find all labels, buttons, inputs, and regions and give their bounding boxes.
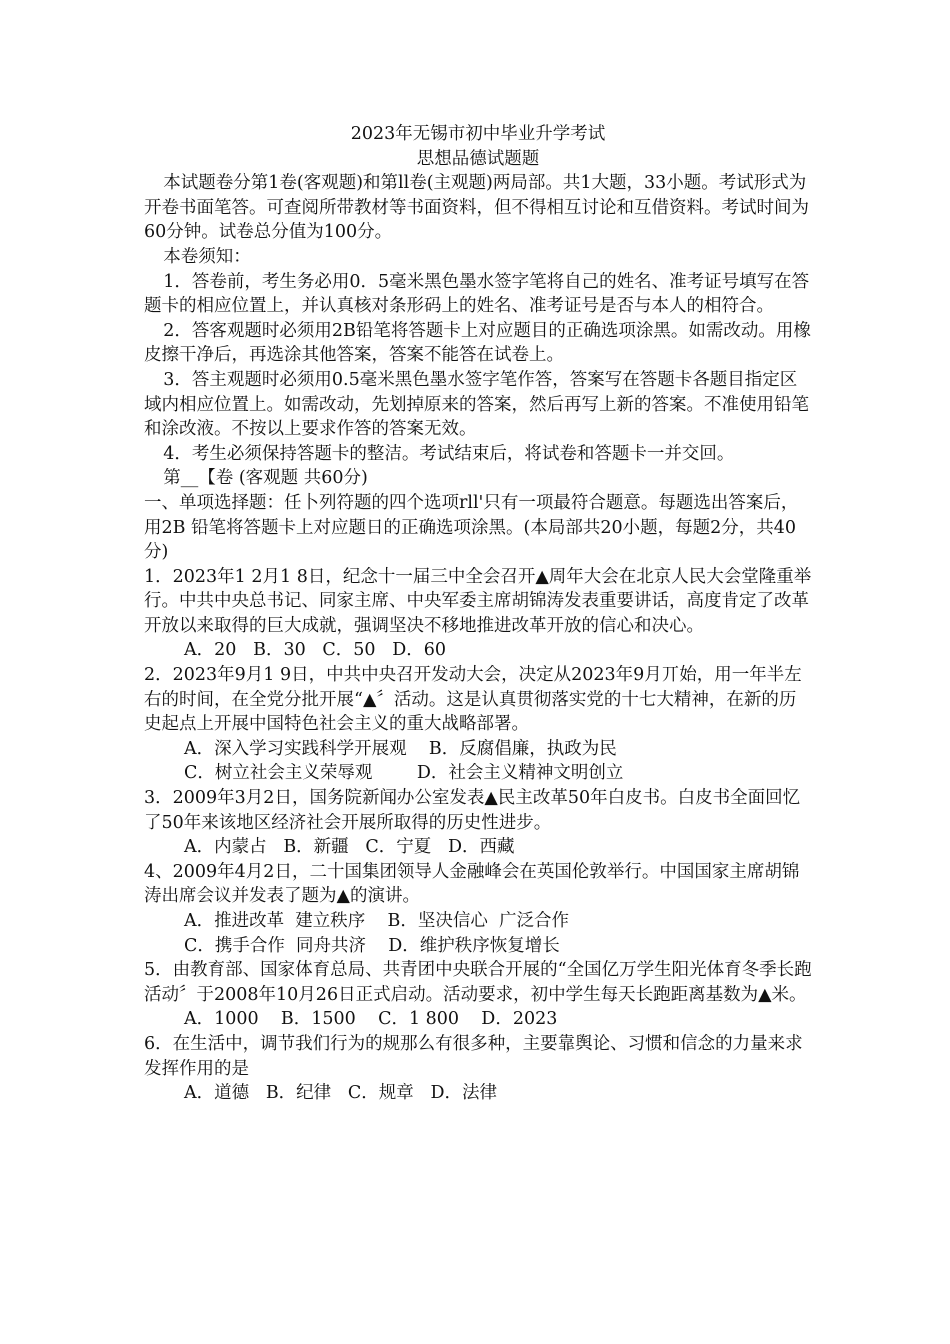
question-options: A．内蒙占 B．新疆 C．宁夏 D．西藏 (184, 837, 515, 858)
question-options: A．深入学习实践科学开展观 B．反腐倡廉，执政为民 (184, 738, 617, 759)
question-options: A．20 B．30 C．50 D．60 (184, 640, 447, 661)
notice-heading: 本卷须知： (163, 246, 251, 267)
question-options: C．树立社会主义荣辱观 D．社会主义精神文明创立 (184, 763, 624, 784)
notice-item: 2．答客观题时必须用2B铅笔将答题卡上对应题目的正确选项涂黑。如需改动。用橡皮擦干净后，再选涂其他答案，答案不能答在试卷上。 (144, 320, 811, 366)
question-options: C．携手合作 同舟共济 D．维护秩序恢复增长 (184, 935, 560, 956)
question-stem: 6．在生活中，调节我们行为的规那么有很多种，主要靠舆论、习惯和信念的力量来求发挥作用的是 (144, 1033, 803, 1079)
question-options: A．道德 B．纪律 C．规章 D．法律 (184, 1083, 497, 1104)
section-one-instructions: 一、单项选择题：任卜列符题的四个选项rll'只有一项最符合题意。每题选出答案后，用2B 铅笔将答题卡上对应题日的正确选项涂黑。(本局部共20小题，每题2分，共40分) (144, 492, 799, 563)
question-stem: 4、2009年4月2日，二十国集团领导人金融峰会在英国伦敦举行。中国国家主席胡锦涛出席会议并发表了题为▲的演讲。 (144, 861, 800, 907)
question-stem: 2．2023年9月1 9日，中共中央召开发动大会，决定从2023年9月丌始，用一年半左右的时间，在全党分批开展“▲〞活动。这是认真贯彻落实党的十七大精神，在新的历史起点上开展中国特色社会主义的重大战略部署。 (144, 665, 802, 735)
question-options: A．推进改革 建立秩序 B．坚决信心 广泛合作 (184, 911, 569, 931)
question-stem: 1．2023年1 2月1 8日，纪念十一届三中全会召开▲周年大会在北京人民大会堂隆重举行。中共中央总书记、同家主席、中央军委主席胡锦涛发表重要讲话，高度肯定了改革开放以来取得的巨大成就，强调坚决不移地推进改革开放的信心和决心。 (144, 566, 812, 636)
notice-item: 3．答主观题时必须用0.5毫米黑色墨水签字笔作答，答案写在答题卡各题目指定区域内相应位置上。如需改动，先划掉原来的答案，然后再写上新的答案。不准使用铅笔和涂改液。不按以上要求作答的答案无效。 (144, 369, 809, 440)
exam-page (144, 122, 812, 1106)
notice-item: 4．考生必须保持答题卡的整洁。考试结束后，将试卷和答题卡一并交回。 (163, 443, 735, 464)
part-heading: 第__【卷 (客观题 共60分) (163, 468, 368, 489)
notice-item: 1．答卷前，考生务必用0．5毫米黑色墨水签字笔将自己的姓名、准考证号填写在答题卡的相应位置上，并认真核对条形码上的姓名、准考证号是否与本人的相符合。 (144, 271, 810, 317)
intro-paragraph: 本试题卷分第1卷(客观题)和第ll卷(主观题)两局部。共1大题，33小题。考试形式为开卷书面笔答。可查阅所带教材等书面资料，但不得相互讨论和互借资料。考试时间为60分钟。试卷总分值为100分。 (144, 173, 809, 243)
exam-title: 2023年无锡市初中毕业升学考试 (350, 124, 606, 144)
question-stem: 3．2009年3月2日，国务院新闻办公室发表▲民主改革50年白皮书。白皮书全面回忆了50年来该地区经济社会开展所取得的历史性进步。 (144, 788, 801, 833)
question-stem: 5．由教育部、国家体育总局、共青团中央联合开展的“全国亿万学生阳光体育冬季长跑活动〞于2008年10月26日正式启动。活动要求，初中学生每天长跑距离基数为▲米。 (144, 960, 812, 1005)
question-options: A．1000 B．1500 C．1 800 D．2023 (184, 1009, 558, 1030)
exam-subtitle: 思想品德试题题 (416, 148, 540, 169)
